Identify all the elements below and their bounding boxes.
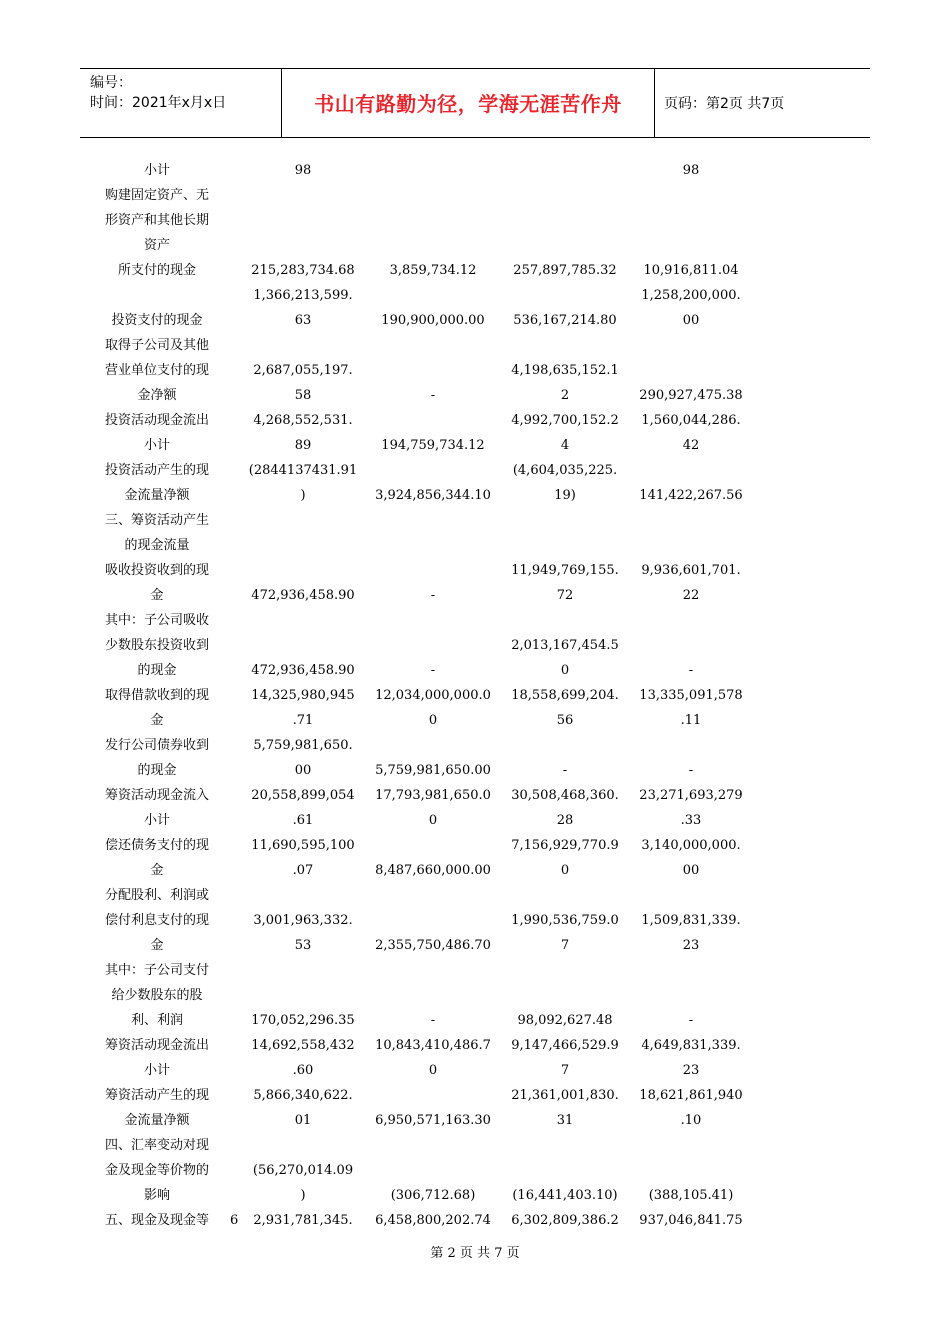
table-row: [0, 183, 950, 208]
table-row: [0, 558, 950, 583]
value-col-3: 7: [560, 938, 570, 953]
value-col-1: 14,692,558,432: [251, 1038, 355, 1053]
value-col-3: 4,198,635,152.1: [511, 363, 619, 378]
header-motto: 书山有路勤为径，学海无涯苦作舟: [314, 92, 622, 116]
row-label: 资产: [143, 238, 170, 253]
value-col-2: 190,900,000.00: [381, 313, 485, 328]
row-label: 小计: [143, 813, 170, 828]
value-col-4: 23,271,693,279: [639, 788, 743, 803]
value-col-3: 18,558,699,204.: [511, 688, 619, 703]
table-row: [0, 783, 950, 808]
row-label: 投资活动产生的现: [104, 463, 209, 478]
table-row: [0, 683, 950, 708]
value-col-4: 13,335,091,578: [639, 688, 743, 703]
value-col-1: 472,936,458.90: [251, 588, 355, 603]
value-col-2: -: [430, 1013, 436, 1028]
header-meta: [90, 73, 226, 113]
row-label: 取得子公司及其他: [104, 338, 209, 353]
table-row: [0, 233, 950, 258]
value-col-3: (4,604,035,225.: [512, 463, 618, 478]
value-col-1: ): [300, 488, 306, 503]
table-row: [0, 958, 950, 983]
value-col-3: -: [562, 763, 568, 778]
value-col-1: 5,866,340,622.: [253, 1088, 353, 1103]
value-col-1: 58: [294, 388, 312, 403]
value-col-3: 7: [560, 1063, 570, 1078]
table-row: [0, 283, 950, 308]
value-col-1: 170,052,296.35: [251, 1013, 355, 1028]
value-col-4: .11: [680, 713, 702, 728]
value-col-2: 3,924,856,344.10: [375, 488, 491, 503]
value-col-1: 11,690,595,100: [251, 838, 355, 853]
value-col-1: 472,936,458.90: [251, 663, 355, 678]
table-row: [0, 633, 950, 658]
row-label: 的现金: [137, 763, 177, 778]
value-col-4: (388,105.41): [648, 1188, 734, 1203]
table-row: [0, 208, 950, 233]
row-label: 给少数股东的股: [111, 988, 203, 1003]
value-col-4: -: [688, 1013, 694, 1028]
table-row: [0, 983, 950, 1008]
value-col-1: 63: [294, 313, 312, 328]
doc-number-label: 编号：: [90, 75, 132, 91]
value-col-1: 01: [294, 1113, 312, 1128]
value-col-2: 0: [428, 813, 438, 828]
value-col-4: 1,509,831,339.: [641, 913, 741, 928]
value-col-1: 98: [294, 163, 312, 178]
value-col-4: 141,422,267.56: [639, 488, 743, 503]
value-col-4: 3,140,000,000.: [641, 838, 741, 853]
row-label: 利、利润: [130, 1013, 183, 1028]
row-label: 筹资活动产生的现: [104, 1088, 209, 1103]
table-row: [0, 508, 950, 533]
value-col-3: 28: [556, 813, 574, 828]
table-row: [0, 1208, 950, 1233]
row-label: 所支付的现金: [117, 263, 196, 278]
table-row: [0, 1033, 950, 1058]
value-col-2: (306,712.68): [390, 1188, 476, 1203]
value-col-4: 1,258,200,000.: [641, 288, 741, 303]
row-label: 投资支付的现金: [111, 313, 203, 328]
value-col-1: 215,283,734.68: [251, 263, 355, 278]
row-label: 偿付利息支付的现: [104, 913, 209, 928]
value-col-1: (2844137431.91: [248, 463, 358, 478]
table-row: [0, 483, 950, 508]
table-row: [0, 858, 950, 883]
row-label: 发行公司债券收到: [104, 738, 209, 753]
value-col-3: 19): [554, 488, 576, 503]
table-row: [0, 383, 950, 408]
value-col-2: 6,458,800,202.74: [375, 1213, 491, 1228]
row-label: 形资产和其他长期: [104, 213, 209, 228]
value-col-4: .10: [680, 1113, 702, 1128]
row-label: 投资活动现金流出: [104, 413, 209, 428]
value-col-3: 21,361,001,830.: [511, 1088, 619, 1103]
row-label: 金净额: [137, 388, 177, 403]
value-col-3: 1,990,536,759.0: [511, 913, 619, 928]
value-col-1: ): [300, 1188, 306, 1203]
value-col-2: 5,759,981,650.00: [375, 763, 491, 778]
value-col-2: 2,355,750,486.70: [375, 938, 491, 953]
value-col-3: 536,167,214.80: [513, 313, 617, 328]
value-col-3: 30,508,468,360.: [511, 788, 619, 803]
value-col-3: 257,897,785.32: [513, 263, 617, 278]
value-col-4: .33: [680, 813, 702, 828]
value-col-1: 1,366,213,599.: [253, 288, 353, 303]
row-label: 四、汇率变动对现: [104, 1138, 209, 1153]
value-col-4: 1,560,044,286.: [641, 413, 741, 428]
table-row: [0, 358, 950, 383]
value-col-3: 0: [560, 863, 570, 878]
table-row: [0, 583, 950, 608]
value-col-3: 7,156,929,770.9: [511, 838, 619, 853]
value-col-2: 17,793,981,650.0: [375, 788, 491, 803]
value-col-1: (56,270,014.09: [252, 1163, 354, 1178]
value-col-3: 4: [560, 438, 570, 453]
row-label: 五、现金及现金等: [104, 1213, 209, 1228]
value-col-3: 0: [560, 663, 570, 678]
row-label: 金流量净额: [124, 1113, 190, 1128]
table-row: [0, 433, 950, 458]
table-row: [0, 458, 950, 483]
value-col-4: 290,927,475.38: [639, 388, 743, 403]
row-label: 金: [150, 713, 164, 728]
row-label: 的现金: [137, 663, 177, 678]
value-col-1: 20,558,899,054: [251, 788, 355, 803]
table-row: [0, 608, 950, 633]
value-col-2: 12,034,000,000.0: [375, 688, 491, 703]
value-col-2: 10,843,410,486.7: [375, 1038, 491, 1053]
table-row: [0, 308, 950, 333]
table-row: [0, 758, 950, 783]
value-col-1: 2,687,055,197.: [253, 363, 353, 378]
table-row: [0, 1083, 950, 1108]
row-label: 筹资活动现金流出: [104, 1038, 209, 1053]
value-col-3: 56: [556, 713, 574, 728]
value-col-3: 4,992,700,152.2: [511, 413, 619, 428]
row-label: 筹资活动现金流入: [104, 788, 209, 803]
row-label: 三、筹资活动产生: [104, 513, 209, 528]
value-col-3: 72: [556, 588, 574, 603]
value-col-4: 4,649,831,339.: [641, 1038, 741, 1053]
value-col-1: 2,931,781,345.: [253, 1213, 353, 1228]
value-col-2: 0: [428, 713, 438, 728]
value-col-4: -: [688, 663, 694, 678]
value-col-4: 18,621,861,940: [639, 1088, 743, 1103]
table-row: [0, 1008, 950, 1033]
value-col-2: 0: [428, 1063, 438, 1078]
page-header: [80, 68, 870, 138]
value-col-3: 98,092,627.48: [517, 1013, 613, 1028]
row-label: 金: [150, 938, 164, 953]
doc-time-label: 时间：2021年x月x日: [90, 95, 227, 111]
value-col-4: 23: [682, 938, 700, 953]
value-col-3: 6,302,809,386.2: [511, 1213, 619, 1228]
table-row: [0, 708, 950, 733]
row-label: 小计: [143, 438, 170, 453]
value-col-2: 3,859,734.12: [389, 263, 477, 278]
row-label: 偿还债务支付的现: [104, 838, 209, 853]
value-col-3: 2,013,167,454.5: [511, 638, 619, 653]
value-col-1: .07: [292, 863, 314, 878]
table-row: [0, 258, 950, 283]
value-col-3: 11,949,769,155.: [511, 563, 619, 578]
row-label: 金及现金等价物的: [104, 1163, 209, 1178]
value-col-2: 8,487,660,000.00: [375, 863, 491, 878]
row-label: 其中：子公司支付: [104, 963, 209, 978]
value-col-2: -: [430, 663, 436, 678]
table-row: [0, 158, 950, 183]
value-col-4: 937,046,841.75: [639, 1213, 743, 1228]
row-label: 吸收投资收到的现: [104, 563, 209, 578]
value-col-1: .61: [292, 813, 314, 828]
row-label: 购建固定资产、无: [104, 188, 209, 203]
value-col-1: 4,268,552,531.: [253, 413, 353, 428]
row-lead-digit: 6: [230, 1213, 239, 1228]
table-row: [0, 1058, 950, 1083]
row-label: 影响: [143, 1188, 170, 1203]
row-label: 营业单位支付的现: [104, 363, 209, 378]
value-col-3: (16,441,403.10): [512, 1188, 618, 1203]
table-row: [0, 733, 950, 758]
table-row: [0, 408, 950, 433]
header-page-info: 页码：第2页 共7页: [664, 96, 785, 112]
row-label: 小计: [143, 1063, 170, 1078]
table-row: [0, 533, 950, 558]
row-label: 金: [150, 863, 164, 878]
value-col-2: 194,759,734.12: [381, 438, 485, 453]
value-col-4: 00: [682, 313, 700, 328]
value-col-4: 9,936,601,701.: [641, 563, 741, 578]
value-col-4: 98: [682, 163, 700, 178]
table-row: [0, 1158, 950, 1183]
header-divider: [654, 69, 655, 137]
row-label: 取得借款收到的现: [104, 688, 209, 703]
table-row: [0, 1133, 950, 1158]
value-col-3: 2: [560, 388, 570, 403]
value-col-4: 23: [682, 1063, 700, 1078]
value-col-4: 10,916,811.04: [643, 263, 739, 278]
row-label: 其中：子公司吸收: [104, 613, 209, 628]
value-col-1: 89: [294, 438, 312, 453]
table-row: [0, 833, 950, 858]
table-row: [0, 1183, 950, 1208]
value-col-1: 00: [294, 763, 312, 778]
value-col-2: -: [430, 388, 436, 403]
table-row: [0, 333, 950, 358]
table-row: [0, 933, 950, 958]
value-col-2: 6,950,571,163.30: [375, 1113, 491, 1128]
value-col-1: 14,325,980,945: [251, 688, 355, 703]
page-footer: 第 2 页 共 7 页: [430, 1246, 520, 1261]
row-label: 小计: [143, 163, 170, 178]
value-col-1: .60: [292, 1063, 314, 1078]
table-row: [0, 808, 950, 833]
value-col-1: .71: [292, 713, 314, 728]
value-col-1: 53: [294, 938, 312, 953]
value-col-1: 5,759,981,650.: [253, 738, 353, 753]
table-row: [0, 908, 950, 933]
value-col-4: 22: [682, 588, 700, 603]
row-label: 分配股利、利润或: [104, 888, 209, 903]
table-row: [0, 1108, 950, 1133]
value-col-4: 00: [682, 863, 700, 878]
value-col-4: 42: [682, 438, 700, 453]
row-label: 的现金流量: [124, 538, 190, 553]
row-label: 金流量净额: [124, 488, 190, 503]
value-col-3: 9,147,466,529.9: [511, 1038, 619, 1053]
table-row: [0, 658, 950, 683]
row-label: 少数股东投资收到: [104, 638, 209, 653]
table-row: [0, 883, 950, 908]
row-label: 金: [150, 588, 164, 603]
value-col-1: 3,001,963,332.: [253, 913, 353, 928]
value-col-2: -: [430, 588, 436, 603]
value-col-4: -: [688, 763, 694, 778]
value-col-3: 31: [556, 1113, 574, 1128]
